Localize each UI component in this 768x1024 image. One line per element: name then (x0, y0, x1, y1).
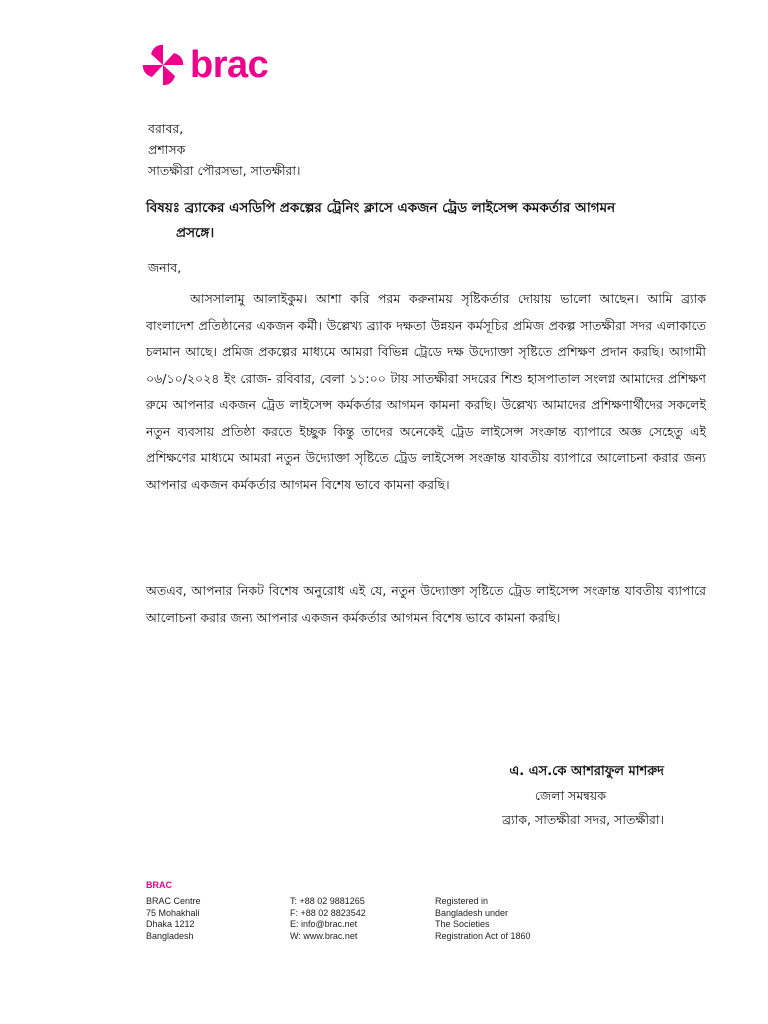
footer-line: 75 Mohakhali (146, 907, 200, 918)
salutation: জনাব, (148, 260, 182, 275)
footer-line: E: info@brac.net (290, 919, 358, 929)
footer-line: Bangladesh (146, 930, 194, 941)
brac-logo (140, 42, 268, 88)
footer-line: W: www.brac.net (290, 930, 358, 941)
footer-line: F: +88 02 8823542 (290, 907, 366, 918)
footer-line: The Societies (435, 919, 490, 929)
signer-office: ব্র্যাক, সাতক্ষীরা সদর, সাতক্ষীরা। (502, 812, 664, 827)
body-paragraph: আসসালামু আলাইকুম। আশা করি পরম করুনাময় সৃষ্টিকর্তার দোয়ায় ভালো আছেন। আমি ব্র্যাক বাংলাদেশ প্রতিষ্ঠানের একজন কর্মী। উল্লেখ্য ব্র্যাক দক্ষতা উন্নয়ন কর্মসূচির প্রমিজ প্রকল্প সাতক্ষীরা সদর এলাকাতে চলমান আছে। প্রমিজ প্রকল্পের মাধ্যমে আমরা বিভিন্ন ট্রেডে দক্ষ উদ্যোক্তা সৃষ্টিতে প্রশিক্ষণ প্রদান করছি। আগামী ০৬/১০/২০২৪ ইং রোজ- রবিবার, বেলা ১১:০০ টায় সাতক্ষীরা সদরের শিশু হাসপাতাল সংলগ্ন আমাদের প্রশিক্ষণ রুমে আপনার একজন ট্রেড লাইসেন্স কর্মকর্তার আগমন কামনা করছি। উল্লেখ্য আমাদের প্রশিক্ষণার্থীদের সকলেই নতুন ব্যবসায় প্রতিষ্ঠা করতে ইচ্ছুক কিন্তু তাদের অনেকেই ট্রেড লাইসেন্স সংক্রান্ত ব্যাপারে অজ্ঞ সেহেতু এই প্রশিক্ষণের মাধ্যমে আমরা নতুন উদ্যোক্তা সৃষ্টিতে ট্রেড লাইসেন্স সংক্রান্ত যাবতীয় ব্যাপারে আলোচনা করার জন্য আপনার একজন কর্মকর্তার আগমন বিশেষ ভাবে কামনা করছি। (146, 291, 706, 492)
footer-line: Dhaka 1212 (146, 919, 195, 929)
footer-line: Bangladesh under (435, 907, 509, 918)
footer-brand: BRAC (146, 880, 172, 890)
body-paragraph: অতএব, আপনার নিকট বিশেষ অনুরোধ এই যে, নতুন উদ্যোক্তা সৃষ্টিতে ট্রেড লাইসেন্স সংক্রান্ত যাবতীয় ব্যাপারে আলোচনা করার জন্য আপনার একজন কর্মকর্তার আগমন বিশেষ ভাবে কামনা করছি। (146, 583, 706, 625)
footer-contact (290, 896, 366, 942)
footer-registration (435, 896, 531, 942)
footer-line: Registration Act of 1860 (435, 930, 531, 941)
address-line: সাতক্ষীরা পৌরসভা, সাতক্ষীরা। (148, 163, 301, 178)
footer-line: BRAC Centre (146, 896, 201, 906)
footer-line: Registered in (435, 896, 489, 906)
address-line: বরাবর, (148, 121, 184, 136)
footer-address (146, 896, 201, 942)
subject-line (146, 196, 708, 246)
signature-block (502, 760, 664, 832)
subject-text: বিষয়ঃ ব্র্যাকের এসডিপি প্রকল্পের ট্রেনিং ক্লাসে একজন ট্রেড লাইসেন্স কমকর্তার আগমন (146, 200, 616, 216)
footer-line: T: +88 02 9881265 (290, 896, 365, 906)
brand-name: brac (190, 44, 269, 86)
subject-text-continued: প্রসঙ্গে। (176, 225, 215, 241)
brac-logo-icon (140, 42, 186, 88)
signer-designation: জেলা সমন্বয়ক (534, 788, 606, 803)
signer-name: এ. এস.কে আশরাফুল মাশরুদ (509, 764, 664, 779)
address-line: প্রশাসক (148, 142, 186, 157)
footer-label (146, 880, 172, 892)
recipient-address (148, 118, 301, 181)
